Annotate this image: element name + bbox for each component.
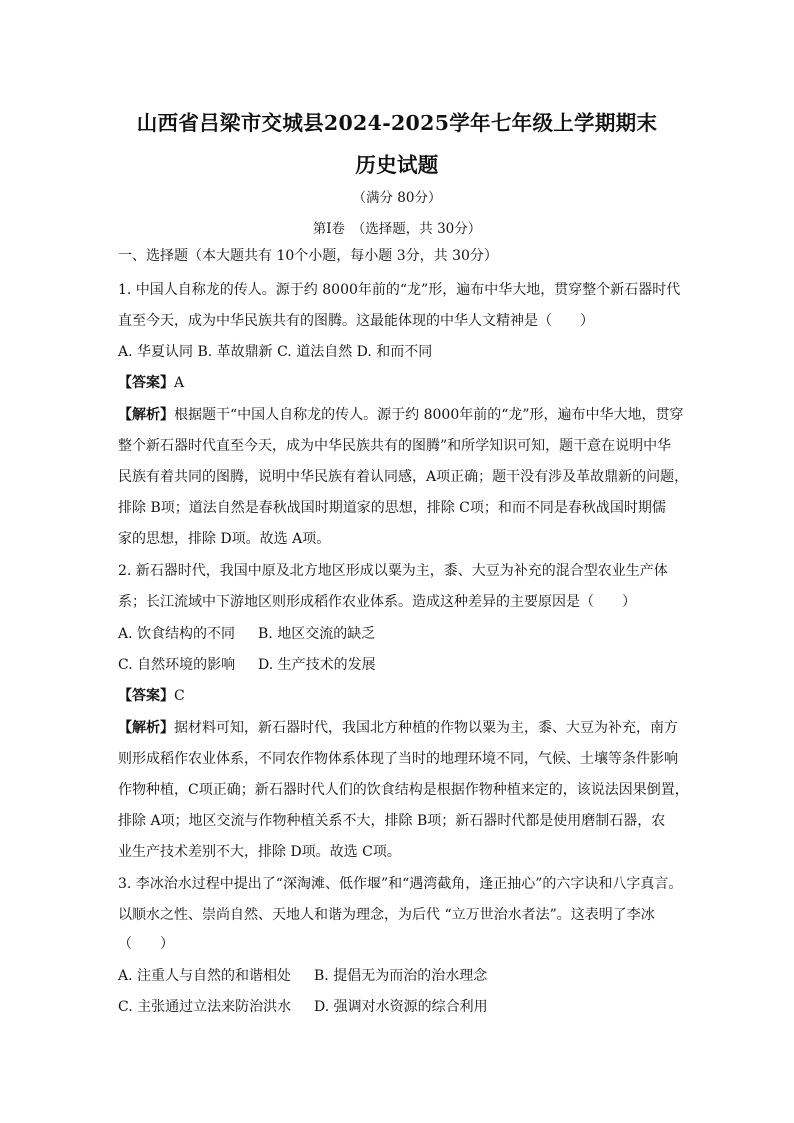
q2-option-c: C. 自然环境的影响 (118, 657, 236, 673)
q1-analysis-line-2: 整个新石器时代直至今天，成为中华民族共有的图腾”和所学知识可知，题干意在说明中华 (118, 438, 672, 454)
q2-option-a: A. 饮食结构的不同 (118, 626, 236, 642)
answer-value: C (174, 688, 185, 704)
q2-options-row-1 (118, 624, 375, 644)
q1-stem-line-1: 1. 中国人自称龙的传人。源于约 8000年前的“龙”形，遍布中华大地，贯穿整个新石器时代 (118, 282, 681, 298)
analysis-label: 【解析】 (118, 407, 174, 423)
q2-analysis-line-2: 则形成稻作农业体系，不同农作物体系体现了当时的地理环境不同，气候、土壤等条件影响 (118, 751, 678, 767)
analysis-text: 据材料可知，新石器时代，我国北方种植的作物以粟为主，黍、大豆为补充，南方 (174, 720, 678, 736)
q2-stem-line-1: 2. 新石器时代，我国中原及北方地区形成以粟为主，黍、大豆为补充的混合型农业生产体 (118, 563, 668, 579)
q3-options-row-1 (118, 966, 487, 986)
answer-label: 【答案】 (118, 688, 174, 704)
q3-option-d: D. 强调对水资源的综合利用 (314, 999, 488, 1015)
q3-stem-line-1: 3. 李冰治水过程中提出了“深淘滩、低作堰”和“遇湾截角，逢正抽心”的六字诀和八字真言。 (118, 876, 683, 892)
q3-option-c: C. 主张通过立法来防治洪水 (118, 999, 292, 1015)
q3-option-b: B. 提倡无为而治的治水理念 (314, 968, 488, 984)
q1-analysis-line-5: 家的思想，排除 D项。故选 A项。 (118, 531, 331, 547)
q2-options-row-2 (118, 655, 376, 675)
q2-answer (118, 686, 185, 706)
q1-analysis-line-1 (118, 405, 684, 425)
answer-label: 【答案】 (118, 375, 174, 391)
q1-analysis-line-4: 排除 B项；道法自然是春秋战国时期道家的思想，排除 C项；和而不同是春秋战国时期儒 (118, 500, 666, 516)
q3-option-a: A. 注重人与自然的和谐相处 (118, 968, 292, 984)
answer-value: A (174, 375, 185, 391)
q1-analysis-line-3: 民族有着共同的图腾，说明中华民族有着认同感，A项正确；题干没有涉及革故鼎新的问题， (118, 469, 689, 485)
q3-stem-line-3: （ ） (118, 936, 174, 952)
q2-option-b: B. 地区交流的缺乏 (258, 626, 376, 642)
q2-analysis-line-1 (118, 718, 678, 738)
q1-stem-line-2: 直至今天，成为中华民族共有的图腾。这最能体现的中华人文精神是（ ） (118, 313, 594, 329)
analysis-text: 根据题干“中国人自称龙的传人。源于约 8000年前的“龙”形，遍布中华大地，贯穿 (174, 407, 684, 423)
q1-options: A. 华夏认同 B. 革故鼎新 C. 道法自然 D. 和而不同 (118, 344, 433, 360)
exam-title: 山西省吕梁市交城县2024-2025学年七年级上学期期末 (136, 111, 658, 135)
analysis-label: 【解析】 (118, 720, 174, 736)
q2-analysis-line-3: 作物种植，C项正确；新石器时代人们的饮食结构是根据作物种植来定的，该说法因果倒置， (118, 782, 689, 798)
section-heading: 一、选择题（本大题共有 10个小题，每小题 3分，共 30分） (118, 248, 498, 264)
full-marks: （满分 80分） (352, 190, 442, 206)
volume-heading: 第Ⅰ卷 （选择题，共 30分） (312, 221, 482, 237)
q2-analysis-line-4: 排除 A项；地区交流与作物种植关系不大，排除 B项；新石器时代都是使用磨制石器，农 (118, 813, 666, 829)
q3-options-row-2 (118, 997, 488, 1017)
q2-analysis-line-5: 业生产技术差别不大，排除 D项。故选 C项。 (118, 844, 401, 860)
q2-stem-line-2: 系；长江流域中下游地区则形成稻作农业体系。造成这种差异的主要原因是（ ） (118, 594, 636, 610)
exam-subject: 历史试题 (355, 153, 439, 177)
q2-option-d: D. 生产技术的发展 (258, 657, 376, 673)
q3-stem-line-2: 以顺水之性、崇尚自然、天地人和谐为理念，为后代 “立万世治水者法”。这表明了李冰 (118, 907, 655, 923)
q1-answer (118, 373, 184, 393)
